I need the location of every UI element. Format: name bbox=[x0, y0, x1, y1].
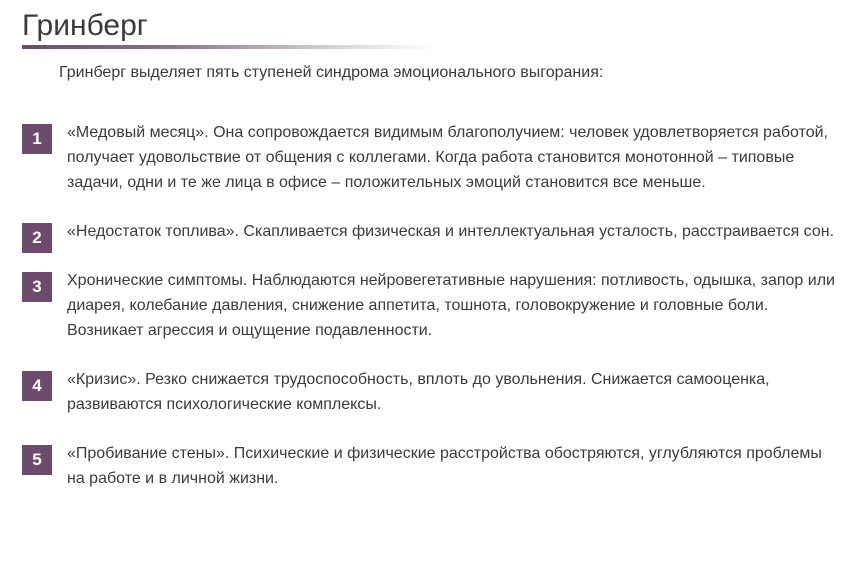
stage-description: Хронические симптомы. Наблюдаются нейровегетативные нарушения: потливость, одышка, запор или диарея, колебание давления, снижение аппетита, тошнота, головокружение и головные боли. Возникает агрессия и ощущение подавленности. bbox=[67, 272, 835, 339]
stage-number-badge: 4 bbox=[22, 371, 52, 401]
stage-number-badge: 1 bbox=[22, 124, 52, 154]
page-title: Гринберг bbox=[22, 9, 148, 42]
stage-item bbox=[22, 268, 842, 343]
stage-number-badge: 5 bbox=[22, 445, 52, 475]
stage-description: «Кризис». Резко снижается трудоспособность, вплоть до увольнения. Снижается самооценка, развиваются психологические комплексы. bbox=[67, 371, 770, 413]
stages-list bbox=[22, 120, 842, 515]
stage-description: «Медовый месяц». Она сопровождается видимым благополучием: человек удовлетворяется работой, получает удовольствие от общения с коллегами. Когда работа становится монотонной – типовые задачи, одни и те же лица в офисе – положительных эмоций становится все меньше. bbox=[67, 124, 828, 191]
intro-text: Гринберг выделяет пять ступеней синдрома эмоционального выгорания: bbox=[59, 64, 604, 81]
stage-description: «Пробивание стены». Психические и физические расстройства обостряются, углубляются проблемы на работе и в личной жизни. bbox=[67, 445, 822, 487]
stage-description: «Недостаток топлива». Скапливается физическая и интеллектуальная усталость, расстраивается сон. bbox=[67, 223, 835, 240]
stage-item bbox=[22, 219, 842, 247]
stage-number-badge: 2 bbox=[22, 223, 52, 253]
stage-item bbox=[22, 441, 842, 491]
stage-item bbox=[22, 120, 842, 195]
stage-item bbox=[22, 367, 842, 417]
title-underline bbox=[22, 45, 436, 49]
stage-number-badge: 3 bbox=[22, 272, 52, 302]
